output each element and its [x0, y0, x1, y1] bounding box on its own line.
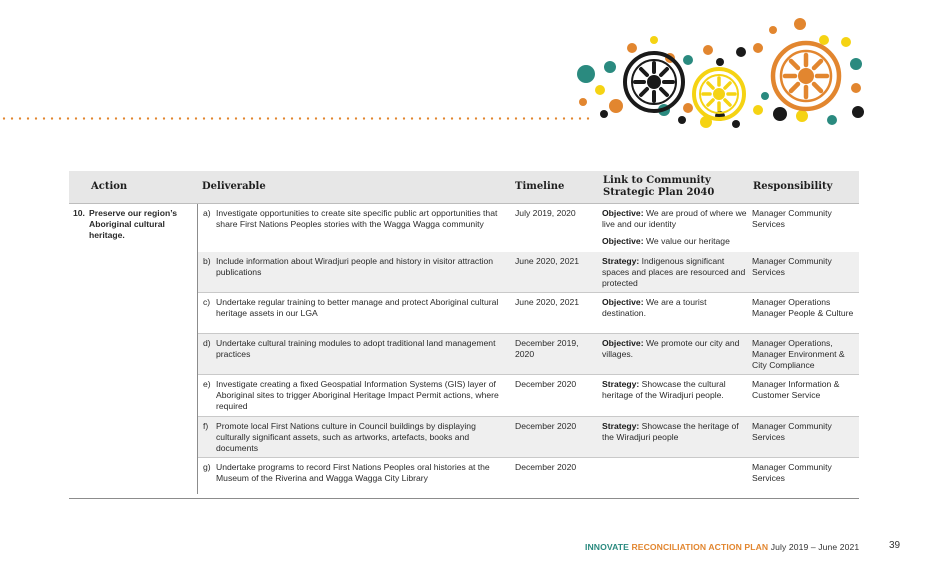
row-letter: a) [203, 208, 211, 218]
row-timeline: July 2019, 2020 [515, 208, 576, 218]
row-link [602, 208, 748, 246]
row-timeline: June 2020, 2021 [515, 297, 580, 307]
link-label: Strategy: [602, 421, 640, 431]
aboriginal-dot-artwork [570, 18, 870, 130]
row-link [602, 256, 748, 288]
row-responsibility: Manager Operations Manager People & Culture [752, 297, 854, 318]
action-text: Preserve our region’s Aboriginal cultural heritage. [89, 208, 178, 240]
table-row [198, 334, 859, 375]
row-deliverable: Undertake cultural training modules to adopt traditional land management practices [216, 338, 496, 359]
action-number: 10. [73, 208, 85, 218]
row-link [602, 421, 748, 443]
dotted-divider [0, 117, 590, 120]
row-deliverable: Promote local First Nations culture in Council buildings by displaying culturally significant assets, such as artworks, artefacts, books and documents [216, 421, 476, 453]
row-responsibility: Manager Community Services [752, 256, 832, 277]
row-link [602, 338, 748, 360]
row-letter: g) [203, 462, 211, 472]
link-text: We are proud of where we live and our identity [602, 208, 747, 229]
table-row [198, 458, 859, 494]
header-link [603, 171, 714, 203]
row-deliverable: Undertake programs to record First Nations Peoples oral histories at the Museum of the Riverina and Wagga Wagga City Library [216, 462, 490, 483]
action-cell [69, 204, 198, 494]
table-row [198, 293, 859, 334]
row-link [602, 297, 748, 319]
action-table [69, 171, 859, 483]
row-deliverable: Undertake regular training to better manage and protect Aboriginal cultural heritage assets in our LGA [216, 297, 499, 318]
table-row [198, 204, 859, 252]
row-deliverable: Investigate opportunities to create site specific public art opportunities that share First Nations Peoples stories with the Wagga Wagga community [216, 208, 498, 229]
table-bottom-rule [69, 498, 859, 499]
table-row [198, 252, 859, 293]
table-header [69, 171, 859, 204]
row-deliverable: Investigate creating a fixed Geospatial Information Systems (GIS) layer of Aboriginal sites to trigger Aboriginal Heritage Impact Permit actions, where required [216, 379, 499, 411]
link-text: Indigenous significant spaces and places are resourced and protected [602, 256, 746, 288]
row-responsibility: Manager Operations, Manager Environment & City Compliance [752, 338, 845, 370]
row-responsibility: Manager Community Services [752, 421, 832, 442]
link-text: Showcase the heritage of the Wiradjuri people [602, 421, 739, 442]
link-label: Strategy: [602, 256, 640, 266]
row-deliverable: Include information about Wiradjuri people and history in visitor attraction publications [216, 256, 494, 277]
header-timeline: Timeline [515, 180, 565, 192]
row-responsibility: Manager Community Services [752, 462, 832, 483]
row-timeline: December 2020 [515, 462, 577, 472]
footer-dates: July 2019 – June 2021 [770, 542, 860, 552]
link-text: We promote our city and villages. [602, 338, 740, 359]
row-letter: e) [203, 379, 211, 389]
row-timeline: December 2020 [515, 421, 577, 431]
table-row [198, 417, 859, 458]
row-responsibility: Manager Community Services [752, 208, 832, 229]
row-letter: b) [203, 256, 211, 266]
header-deliverable: Deliverable [202, 180, 266, 192]
link-text: We value our heritage [643, 235, 730, 246]
page-number: 39 [889, 540, 901, 551]
header-responsibility: Responsibility [753, 180, 833, 192]
footer-plan-title: RECONCILIATION ACTION PLAN [631, 542, 769, 552]
row-link [602, 379, 748, 401]
header-action: Action [91, 180, 128, 192]
link-label: Objective: [602, 338, 644, 348]
link-label: Objective: [602, 235, 644, 246]
row-letter: f) [203, 421, 209, 431]
header-link-line1: Link to Community [603, 175, 711, 186]
row-timeline: December 2020 [515, 379, 577, 389]
table-row [198, 375, 859, 417]
row-timeline: December 2019, 2020 [515, 338, 579, 359]
link-label: Objective: [602, 208, 644, 218]
row-letter: c) [203, 297, 211, 307]
footer [585, 542, 859, 552]
row-timeline: June 2020, 2021 [515, 256, 580, 266]
header-link-line2: Strategic Plan 2040 [603, 187, 715, 198]
row-letter: d) [203, 338, 211, 348]
link-text: Showcase the cultural heritage of the Wiradjuri people. [602, 379, 726, 400]
footer-innovate: INNOVATE [585, 542, 629, 552]
link-label: Strategy: [602, 379, 640, 389]
row-responsibility: Manager Information & Customer Service [752, 379, 840, 400]
link-text: We are a tourist destination. [602, 297, 707, 318]
link-label: Objective: [602, 297, 644, 307]
